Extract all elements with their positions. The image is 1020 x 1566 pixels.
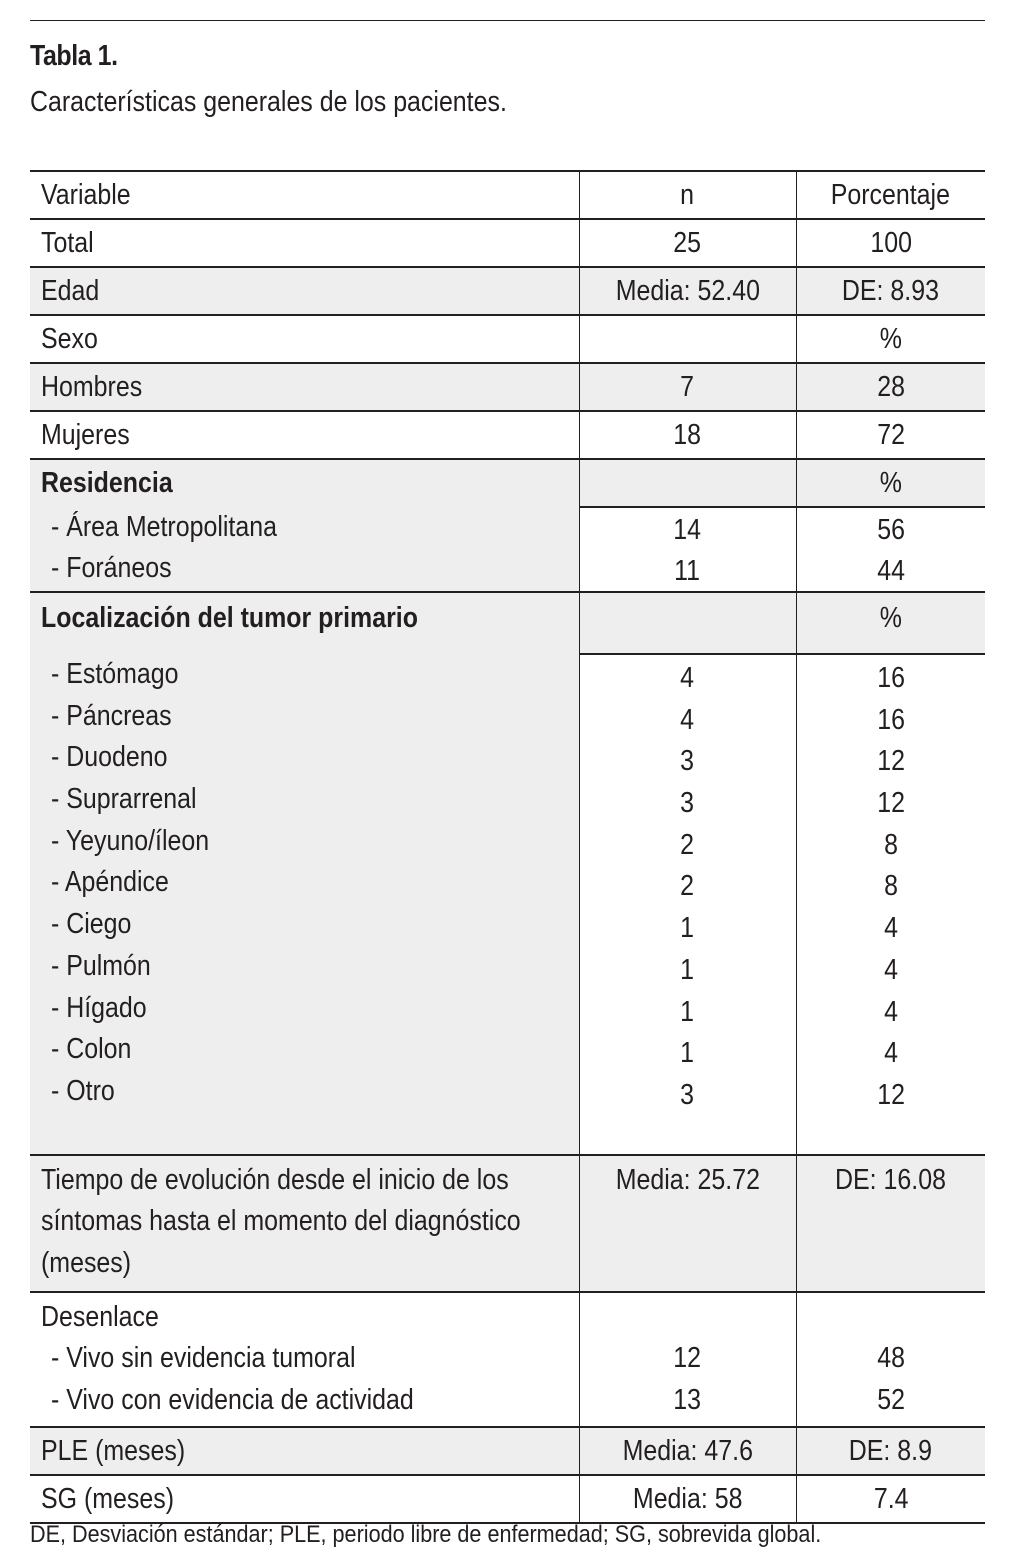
loc-duodeno-label: - Duodeno (51, 741, 168, 774)
area-metropolitana-n: 14 (673, 514, 702, 546)
loc-suprarrenal-pct: 12 (876, 787, 905, 820)
table-row (30, 363, 985, 411)
loc-duodeno-n: 3 (680, 745, 695, 778)
table-subtitle: Características generales de los pacientes. (30, 86, 507, 118)
ple-sd: DE: 8.9 (849, 1434, 933, 1467)
table-row (30, 267, 985, 315)
section-header-row (30, 315, 985, 363)
vivo-sin-evidencia-label: - Vivo sin evidencia tumoral (51, 1342, 356, 1375)
header-n: n (680, 179, 695, 211)
mujeres-pct: 72 (876, 419, 905, 451)
loc-suprarrenal-n: 3 (680, 787, 695, 820)
table-row (30, 1475, 985, 1522)
loc-apendice-pct: 8 (883, 870, 898, 903)
table-row (30, 1155, 985, 1292)
section-header-row (30, 592, 985, 654)
foraneos-pct: 44 (876, 555, 905, 587)
total-pct: 100 (869, 227, 912, 259)
hombres-pct: 28 (876, 371, 905, 403)
area-metropolitana-label: - Área Metropolitana (51, 511, 277, 543)
total-label: Total (41, 227, 94, 259)
residencia-pct-header: % (879, 467, 902, 499)
edad-label: Edad (41, 275, 100, 307)
header-percentage: Porcentaje (831, 179, 951, 211)
loc-estomago-pct: 16 (876, 662, 905, 694)
area-metropolitana-pct: 56 (876, 514, 905, 546)
loc-pulmon-pct: 4 (883, 953, 898, 986)
sg-label: SG (meses) (41, 1482, 175, 1515)
foraneos-label: - Foráneos (51, 552, 172, 584)
residencia-label: Residencia (41, 467, 173, 499)
sg-value: 7.4 (873, 1482, 909, 1515)
loc-pulmon-label: - Pulmón (51, 949, 151, 982)
edad-sd: DE: 8.93 (842, 275, 940, 307)
tiempo-label-line-2: síntomas hasta el momento del diagnóstico (41, 1205, 521, 1238)
loc-yeyuno-n: 2 (680, 828, 695, 861)
hombres-n: 7 (680, 371, 695, 403)
vivo-sin-evidencia-pct: 48 (876, 1342, 905, 1375)
table-title: Tabla 1. (30, 40, 118, 72)
edad-mean: Media: 52.40 (615, 275, 760, 307)
localizacion-label: Localización del tumor primario (41, 602, 418, 634)
sexo-pct-header: % (879, 323, 902, 355)
loc-yeyuno-label: - Yeyuno/íleon (51, 824, 210, 857)
table-row (30, 507, 985, 592)
sexo-label: Sexo (41, 323, 98, 355)
loc-apendice-n: 2 (680, 870, 695, 903)
loc-suprarrenal-label: - Suprarrenal (51, 783, 197, 816)
localizacion-pct-header: % (879, 602, 902, 634)
loc-colon-n: 1 (680, 1037, 695, 1070)
table-row (30, 1292, 985, 1427)
table-row (30, 1427, 985, 1475)
sg-mean: Media: 58 (632, 1482, 743, 1515)
loc-ciego-label: - Ciego (51, 908, 132, 941)
vivo-con-evidencia-n: 13 (673, 1384, 702, 1416)
loc-colon-pct: 4 (883, 1037, 898, 1070)
patient-characteristics-table (30, 170, 985, 1522)
ple-label: PLE (meses) (41, 1434, 186, 1467)
loc-otro-pct: 12 (876, 1078, 905, 1111)
hombres-label: Hombres (41, 371, 143, 403)
loc-pancreas-label: - Páncreas (51, 699, 172, 732)
table-row (30, 219, 985, 267)
loc-pancreas-n: 4 (680, 703, 695, 736)
foraneos-n: 11 (674, 555, 701, 587)
tiempo-mean: Media: 25.72 (615, 1163, 760, 1196)
loc-higado-pct: 4 (883, 995, 898, 1028)
vivo-con-evidencia-label: - Vivo con evidencia de actividad (51, 1384, 414, 1416)
loc-apendice-label: - Apéndice (51, 866, 169, 899)
loc-yeyuno-pct: 8 (883, 828, 898, 861)
top-rule (30, 20, 985, 21)
loc-ciego-n: 1 (680, 912, 695, 945)
table-row (30, 654, 985, 1155)
loc-colon-label: - Colon (51, 1033, 132, 1066)
ple-mean: Media: 47.6 (622, 1434, 753, 1467)
table-row (30, 411, 985, 459)
total-n: 25 (673, 227, 702, 259)
mujeres-n: 18 (673, 419, 702, 451)
mujeres-label: Mujeres (41, 419, 130, 451)
section-header-row (30, 459, 985, 507)
loc-ciego-pct: 4 (883, 912, 898, 945)
loc-pulmon-n: 1 (680, 953, 695, 986)
table-footnote: DE, Desviación estándar; PLE, periodo libre de enfermedad; SG, sobrevida global. (30, 1521, 822, 1548)
loc-estomago-n: 4 (680, 662, 695, 694)
tiempo-sd: DE: 16.08 (835, 1163, 947, 1196)
tiempo-label-line-1: Tiempo de evolución desde el inicio de los (41, 1163, 509, 1196)
tiempo-label-line-3: (meses) (41, 1246, 132, 1279)
loc-pancreas-pct: 16 (876, 703, 905, 736)
loc-estomago-label: - Estómago (51, 658, 179, 690)
vivo-sin-evidencia-n: 12 (673, 1342, 702, 1375)
loc-otro-label: - Otro (51, 1074, 115, 1107)
vivo-con-evidencia-pct: 52 (876, 1384, 905, 1416)
header-row (30, 171, 985, 219)
loc-otro-n: 3 (680, 1078, 695, 1111)
loc-higado-label: - Hígado (51, 991, 147, 1024)
loc-higado-n: 1 (680, 995, 695, 1028)
header-variable: Variable (41, 179, 131, 211)
desenlace-label: Desenlace (41, 1300, 159, 1333)
loc-duodeno-pct: 12 (876, 745, 905, 778)
